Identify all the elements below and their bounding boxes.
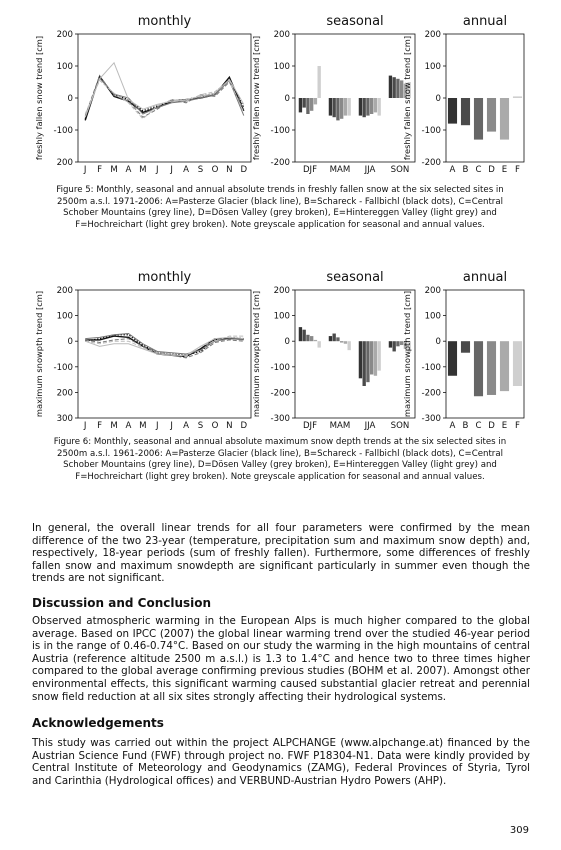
y-tick-label: -100 [53, 126, 73, 136]
x-tick-label: A [125, 165, 132, 175]
bar-JJA-3 [366, 98, 369, 116]
y-tick-label: 0 [284, 337, 290, 348]
x-tick-label: M [139, 165, 147, 175]
x-tick-label: D [488, 165, 495, 175]
bar-D [487, 341, 496, 395]
x-tick-label: E [501, 421, 508, 431]
y-tick-label: 200 [273, 286, 290, 296]
bar-JJA-5 [374, 341, 377, 376]
y-tick-label: -100 [421, 362, 441, 373]
x-tick-label: D [240, 165, 248, 175]
x-tick-label: F [515, 165, 520, 175]
x-tick-label: M [139, 421, 147, 431]
y-tick-label: -200 [270, 388, 290, 399]
figure-6-caption: Figure 6: Monthly, seasonal and annual absolute maximum snow depth trends at the six selected sites in 2500m a.s.l. 1961-2006: A=Pasterze Glacier (black line), B=Schareck - Fallbichl (black dots), C=Central Schober Mountains (grey line), D=Dösen Valley (grey broken), E=Hintereggen Valley (light grey) and F=Hochreichart (light grey broken). Note greyscale application for seasonal and annual values. [53, 437, 507, 482]
y-tick-label: -100 [270, 126, 290, 136]
panel-title: seasonal [326, 14, 384, 29]
x-tick-label: O [211, 165, 219, 175]
bar-DJF-1 [299, 98, 302, 112]
x-tick-label: B [462, 421, 469, 431]
series-line-6 [85, 80, 244, 118]
figure-5 [0, 0, 561, 185]
bar-MAM-6 [348, 341, 351, 350]
x-tick-label: J [83, 421, 87, 431]
page-number: 309 [509, 825, 529, 836]
y-tick-label: -200 [421, 158, 441, 168]
bar-MAM-5 [344, 341, 347, 344]
y-tick-label: -200 [421, 388, 441, 399]
x-tick-label: SON [390, 165, 410, 175]
y-tick-label: 100 [424, 311, 441, 322]
x-tick-label: DJF [302, 165, 318, 175]
panel-title: monthly [137, 14, 192, 29]
bar-C [474, 98, 483, 140]
bar-DJF-3 [306, 335, 309, 341]
bar-B [461, 341, 470, 353]
bar-SON-3 [396, 79, 399, 98]
bar-MAM-1 [329, 98, 332, 116]
x-tick-label: J [156, 421, 159, 431]
bar-JJA-6 [378, 98, 381, 116]
bar-DJF-5 [314, 340, 317, 341]
y-tick-label: -300 [270, 414, 290, 424]
x-tick-label: MAM [329, 421, 351, 431]
bar-F [513, 341, 522, 386]
bar-JJA-1 [359, 341, 362, 378]
x-tick-label: J [156, 165, 159, 175]
panel-title: annual [462, 14, 508, 29]
bar-SON-3 [396, 341, 399, 346]
bar-SON-2 [393, 341, 396, 351]
plot-frame [446, 290, 524, 418]
bar-MAM-3 [336, 98, 339, 120]
y-tick-label: -200 [270, 158, 290, 168]
x-tick-label: E [501, 165, 508, 175]
bar-E [500, 341, 509, 391]
bar-DJF-6 [318, 341, 321, 347]
x-tick-label: A [125, 421, 132, 431]
y-axis-label: freshly fallen snow trend [cm] [34, 35, 44, 161]
bar-JJA-2 [363, 98, 366, 117]
y-tick-label: 100 [56, 311, 73, 322]
x-tick-label: J [170, 421, 173, 431]
bar-DJF-4 [310, 98, 313, 111]
bar-C [474, 341, 483, 396]
x-tick-label: J [170, 165, 173, 175]
series-line-2 [85, 77, 244, 119]
x-tick-label: O [211, 421, 219, 431]
bar-D [487, 98, 496, 132]
y-tick-label: 200 [424, 30, 441, 40]
y-tick-label: -100 [421, 126, 441, 136]
x-tick-label: SON [390, 421, 410, 431]
bar-B [461, 98, 470, 125]
bar-E [500, 98, 509, 140]
y-tick-label: 0 [284, 94, 290, 104]
x-tick-label: MAM [329, 165, 351, 175]
x-tick-label: F [97, 421, 103, 431]
bar-DJF-6 [318, 66, 321, 98]
x-tick-label: J [83, 165, 87, 175]
x-tick-label: M [110, 165, 118, 175]
heading-acknowledgements: Acknowledgements [32, 716, 164, 730]
plot-frame [295, 290, 415, 418]
bar-JJA-4 [370, 98, 373, 114]
y-tick-label: -100 [53, 362, 73, 373]
x-tick-label: B [462, 165, 469, 175]
bar-JJA-2 [363, 341, 366, 386]
x-tick-label: S [197, 165, 204, 175]
bar-DJF-5 [314, 98, 317, 104]
x-tick-label: A [449, 421, 456, 431]
panel-title: annual [462, 270, 508, 285]
y-axis-label: maximum snowpth trend [cm] [251, 290, 261, 418]
bar-F [513, 96, 522, 98]
series-line-4 [85, 76, 244, 118]
x-tick-label: D [240, 421, 248, 431]
y-tick-label: -100 [270, 362, 290, 373]
bar-MAM-2 [333, 334, 336, 342]
y-tick-label: 100 [273, 62, 290, 72]
y-axis-label: freshly fallen snow trend [cm] [402, 35, 412, 161]
series-line-3 [85, 78, 244, 117]
bar-JJA-6 [378, 341, 381, 370]
x-tick-label: S [197, 421, 204, 431]
heading-discussion: Discussion and Conclusion [32, 596, 212, 610]
y-tick-label: 0 [435, 94, 441, 104]
y-tick-label: 0 [435, 337, 441, 348]
panel-title: monthly [137, 270, 192, 285]
bar-MAM-4 [340, 341, 343, 342]
plot-frame [78, 34, 251, 162]
bar-SON-1 [389, 341, 392, 347]
y-tick-label: 100 [56, 62, 73, 72]
figure-5-caption: Figure 5: Monthly, seasonal and annual absolute trends in freshly fallen snow at the six selected sites in 2500m a.s.l. 1971-2006: A=Pasterze Glacier (black line), B=Schareck - Fallbichl (black dots), C=Central Schober Mountains (grey line), D=Dösen Valley (grey broken), E=Hintereggen Valley (light grey) and F=Hochreichart (light grey broken). Note greyscale application for seasonal and annual values. [56, 185, 504, 230]
x-tick-label: C [475, 421, 482, 431]
bar-JJA-1 [359, 98, 362, 116]
bar-MAM-6 [348, 98, 351, 116]
y-axis-label: maximum snowpth trend [cm] [402, 290, 412, 418]
series-line-1 [85, 76, 244, 120]
y-axis-label: freshly fallen snow trend [cm] [251, 35, 261, 161]
y-tick-label: 100 [424, 62, 441, 72]
bar-MAM-3 [336, 337, 339, 341]
bar-DJF-4 [310, 336, 313, 341]
paragraph-trends: In general, the overall linear trends for all four parameters were confirmed by the mean difference of the two 23-year (temperature, precipitation sum and maximum snow depth) and, respectively, 18-year periods (sum of freshly fallen). Furthermore, some differences of freshly fallen snow and maximum snowdepth are significant particularly in summer even though the trends are not significant. [32, 522, 530, 585]
bar-SON-2 [393, 77, 396, 98]
y-tick-label: 100 [273, 311, 290, 322]
bar-A [448, 98, 457, 124]
bar-JJA-3 [366, 341, 369, 382]
paragraph-acknowledgements: This study was carried out within the project ALPCHANGE (www.alpchange.at) financed by the Austrian Science Fund (FWF) through project no. FWF P18304-N1. Data were kindly provided by Central Institute of Meteorology and Geodynamics (ZAMG), Federal Provinces of Styria, Tyrol and Carinthia (Hydrological offices) and VERBUND-Austrian Hydro Powers (AHP). [32, 737, 530, 787]
bar-MAM-5 [344, 98, 347, 116]
y-tick-label: 0 [67, 337, 73, 348]
x-tick-label: F [97, 165, 103, 175]
y-tick-label: 200 [56, 158, 73, 168]
y-tick-label: 200 [56, 388, 73, 399]
y-tick-label: 200 [56, 286, 73, 296]
x-tick-label: A [183, 421, 190, 431]
bar-SON-1 [389, 76, 392, 98]
x-tick-label: M [110, 421, 118, 431]
x-tick-label: C [475, 165, 482, 175]
x-tick-label: N [226, 165, 233, 175]
x-tick-label: N [226, 421, 233, 431]
x-tick-label: F [515, 421, 520, 431]
x-tick-label: JJA [364, 165, 376, 175]
x-tick-label: DJF [302, 421, 318, 431]
bar-A [448, 341, 457, 376]
bar-JJA-5 [374, 98, 377, 112]
bar-DJF-2 [303, 330, 306, 342]
figure-5-charts [0, 0, 561, 185]
x-tick-label: A [449, 165, 456, 175]
y-tick-label: 200 [273, 30, 290, 40]
bar-MAM-2 [333, 98, 336, 117]
paragraph-discussion: Observed atmospheric warming in the European Alps is much higher compared to the global average. Based on IPCC (2007) the global linear warming trend over the studied 46-year period is in the range of 0.46-0.74°C. Based on our study the warming in the high mountains of central Austria (reference altitude 2500 m a.s.l.) is 1.3 to 1.4°C and hence two to three times higher compared to the global average confirming previous studies (BOHM et al. 2007). Amongst other environmental effects, this significant warming caused substantial glacier retreat and perennial snow field reduction at all six sites strongly affecting their hydrological systems. [32, 615, 530, 703]
bar-JJA-4 [370, 341, 373, 374]
plot-frame [446, 34, 524, 162]
y-tick-label: 200 [56, 30, 73, 40]
bar-DJF-3 [306, 98, 309, 114]
figure-6 [0, 262, 561, 437]
y-tick-label: -300 [421, 414, 441, 424]
bar-DJF-1 [299, 327, 302, 341]
bar-MAM-1 [329, 336, 332, 341]
figure-6-charts [0, 262, 561, 437]
bar-DJF-2 [303, 98, 306, 108]
x-tick-label: D [488, 421, 495, 431]
y-tick-label: 0 [67, 94, 73, 104]
panel-title: seasonal [326, 270, 384, 285]
bar-MAM-4 [340, 98, 343, 119]
y-axis-label: maximum snowpth trend [cm] [34, 290, 44, 418]
y-tick-label: 300 [56, 414, 73, 424]
y-tick-label: 200 [424, 286, 441, 296]
x-tick-label: A [183, 165, 190, 175]
x-tick-label: JJA [364, 421, 376, 431]
